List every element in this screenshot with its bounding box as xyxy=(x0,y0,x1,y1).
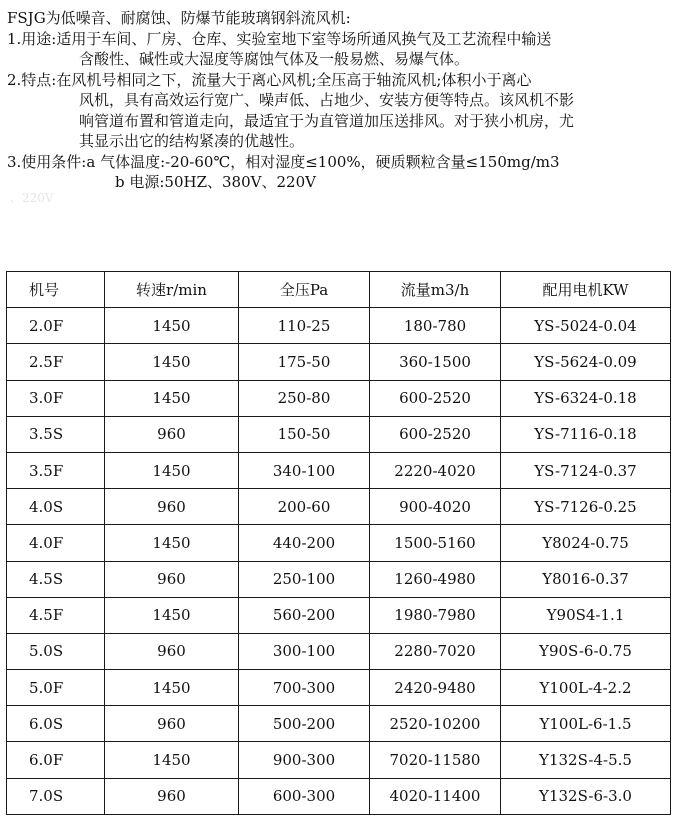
cell-motor: Y8016-0.37 xyxy=(501,561,671,597)
cell-pressure: 600-300 xyxy=(239,778,370,814)
cell-speed: 960 xyxy=(105,706,239,742)
cell-motor: Y132S-6-3.0 xyxy=(501,778,671,814)
cell-flow: 2420-9480 xyxy=(370,670,501,706)
cell-model: 6.0F xyxy=(7,742,105,778)
features-text-1: 在风机号相同之下，流量大于离心风机;全压高于轴流风机;体积小于离心 xyxy=(56,70,532,89)
table-row xyxy=(7,308,671,344)
header-speed: 转速r/min xyxy=(105,272,239,308)
cell-motor: Y100L-4-2.2 xyxy=(501,670,671,706)
header-flow: 流量m3/h xyxy=(370,272,501,308)
cell-motor: YS-7116-0.18 xyxy=(501,416,671,452)
table-row xyxy=(7,380,671,416)
header-pressure: 全压Pa xyxy=(239,272,370,308)
cell-flow: 2280-7020 xyxy=(370,633,501,669)
table-row xyxy=(7,742,671,778)
conditions-text-b: b 电源:50HZ、380V、220V xyxy=(115,173,316,191)
cell-motor: Y90S-6-0.75 xyxy=(501,633,671,669)
cell-flow: 4020-11400 xyxy=(370,778,501,814)
cell-pressure: 300-100 xyxy=(239,633,370,669)
usage-text-1: 适用于车间、厂房、仓库、实验室地下室等场所通风换气及工艺流程中输送 xyxy=(56,29,552,48)
cell-motor: YS-6324-0.18 xyxy=(501,380,671,416)
table-row xyxy=(7,670,671,706)
header-model: 机号 xyxy=(7,272,105,308)
doc-title: FSJG为低噪音、耐腐蚀、防爆节能玻璃钢斜流风机: xyxy=(7,9,351,27)
cell-pressure: 440-200 xyxy=(239,525,370,561)
cell-pressure: 250-80 xyxy=(239,380,370,416)
cell-flow: 360-1500 xyxy=(370,344,501,380)
cell-speed: 1450 xyxy=(105,597,239,633)
cell-speed: 1450 xyxy=(105,525,239,561)
table-row xyxy=(7,416,671,452)
conditions-line-a xyxy=(7,152,675,173)
cell-pressure: 250-100 xyxy=(239,561,370,597)
cell-flow: 7020-11580 xyxy=(370,742,501,778)
cell-flow: 600-2520 xyxy=(370,380,501,416)
cell-motor: Y100L-6-1.5 xyxy=(501,706,671,742)
cell-motor: YS-5624-0.09 xyxy=(501,344,671,380)
cell-speed: 1450 xyxy=(105,670,239,706)
features-text-3: 响管道布置和管道走向，最适宜于为直管道加压送排风。对于狭小机房，尤 xyxy=(79,111,575,130)
cell-speed: 1450 xyxy=(105,742,239,778)
table-row xyxy=(7,452,671,488)
cell-motor: Y8024-0.75 xyxy=(501,525,671,561)
cell-pressure: 340-100 xyxy=(239,452,370,488)
cell-pressure: 110-25 xyxy=(239,308,370,344)
cell-pressure: 175-50 xyxy=(239,344,370,380)
cell-model: 3.5S xyxy=(7,416,105,452)
header-motor: 配用电机KW xyxy=(501,272,671,308)
cell-flow: 180-780 xyxy=(370,308,501,344)
cell-flow: 1500-5160 xyxy=(370,525,501,561)
cell-flow: 900-4020 xyxy=(370,489,501,525)
features-label: 2.特点: xyxy=(7,70,57,89)
cell-speed: 960 xyxy=(105,633,239,669)
conditions-label: 3.使用条件: xyxy=(7,152,87,171)
cell-model: 4.0S xyxy=(7,489,105,525)
intro-text xyxy=(7,8,675,193)
features-text-4: 其显示出它的结构紧凑的优越性。 xyxy=(79,132,305,150)
table-row xyxy=(7,706,671,742)
usage-line-1 xyxy=(7,29,675,50)
cell-model: 3.0F xyxy=(7,380,105,416)
features-line-1 xyxy=(7,70,675,91)
cell-pressure: 560-200 xyxy=(239,597,370,633)
cell-motor: YS-5024-0.04 xyxy=(501,308,671,344)
cell-model: 4.5F xyxy=(7,597,105,633)
cell-pressure: 900-300 xyxy=(239,742,370,778)
cell-speed: 960 xyxy=(105,489,239,525)
cell-pressure: 700-300 xyxy=(239,670,370,706)
conditions-text-a: a 气体温度:-20-60℃，相对湿度≤100%，硬质颗粒含量≤150mg/m3 xyxy=(86,152,560,171)
cell-speed: 960 xyxy=(105,416,239,452)
cell-model: 2.0F xyxy=(7,308,105,344)
table-row xyxy=(7,489,671,525)
cell-pressure: 200-60 xyxy=(239,489,370,525)
cell-motor: YS-7124-0.37 xyxy=(501,452,671,488)
cell-model: 5.0S xyxy=(7,633,105,669)
usage-text-2: 含酸性、碱性或大湿度等腐蚀气体及一般易燃、易爆气体。 xyxy=(79,50,470,68)
table-row xyxy=(7,344,671,380)
cell-speed: 1450 xyxy=(105,380,239,416)
cell-flow: 1980-7980 xyxy=(370,597,501,633)
cell-speed: 1450 xyxy=(105,344,239,380)
table-row xyxy=(7,525,671,561)
table-row xyxy=(7,561,671,597)
cell-motor: Y132S-4-5.5 xyxy=(501,742,671,778)
cell-model: 5.0F xyxy=(7,670,105,706)
cell-flow: 2220-4020 xyxy=(370,452,501,488)
cell-model: 6.0S xyxy=(7,706,105,742)
cell-model: 4.5S xyxy=(7,561,105,597)
cell-speed: 960 xyxy=(105,778,239,814)
table-row xyxy=(7,778,671,814)
cell-speed: 1450 xyxy=(105,308,239,344)
table-row xyxy=(7,633,671,669)
cell-flow: 1260-4980 xyxy=(370,561,501,597)
cell-pressure: 150-50 xyxy=(239,416,370,452)
spec-table xyxy=(6,271,671,815)
cell-model: 7.0S xyxy=(7,778,105,814)
cell-model: 2.5F xyxy=(7,344,105,380)
cell-model: 4.0F xyxy=(7,525,105,561)
cell-model: 3.5F xyxy=(7,452,105,488)
cell-motor: Y90S4-1.1 xyxy=(501,597,671,633)
cell-speed: 1450 xyxy=(105,452,239,488)
table-header-row xyxy=(7,272,671,308)
cell-flow: 600-2520 xyxy=(370,416,501,452)
usage-label: 1.用途: xyxy=(7,29,57,48)
cell-speed: 960 xyxy=(105,561,239,597)
features-text-2: 风机，具有高效运行宽广、噪声低、占地少、安装方便等特点。该风机不影 xyxy=(79,91,575,109)
cell-motor: YS-7126-0.25 xyxy=(501,489,671,525)
faint-ghost-text: 、220V xyxy=(10,191,54,205)
table-row xyxy=(7,597,671,633)
cell-flow: 2520-10200 xyxy=(370,706,501,742)
cell-pressure: 500-200 xyxy=(239,706,370,742)
